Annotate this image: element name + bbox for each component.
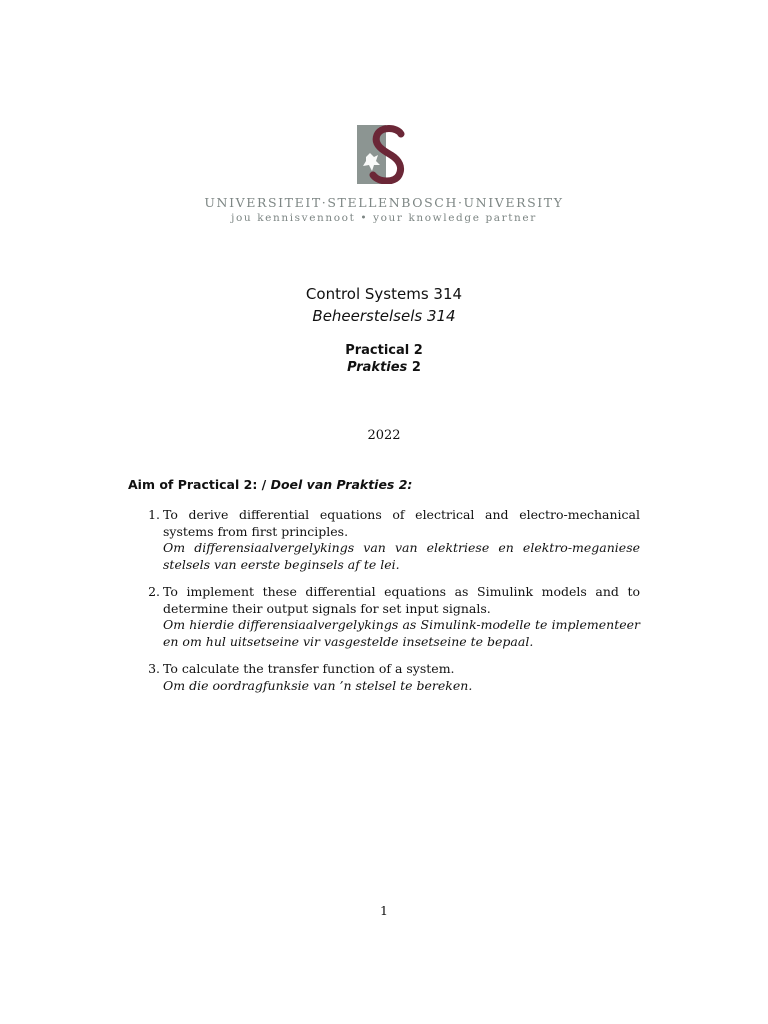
- practical-af-word: Prakties: [347, 360, 408, 375]
- course-title-af: Beheerstelsels 314: [312, 307, 456, 325]
- university-name: UNIVERSITEIT·STELLENBOSCH·UNIVERSITY: [204, 195, 564, 210]
- aim-item-number: 3.: [148, 661, 160, 676]
- aim-item: [140, 584, 640, 650]
- aim-item-text-en: To implement these differential equations as Simulink models and to determine their output signals for set input signals.: [163, 584, 640, 616]
- aim-item: [140, 507, 640, 573]
- aim-item-number: 1.: [148, 507, 160, 522]
- aims-heading-en: Aim of Practical 2: /: [128, 477, 271, 492]
- year: 2022: [367, 428, 401, 443]
- course-title-en: Control Systems 314: [305, 285, 463, 303]
- aim-item-text-af: Om hierdie differensiaalvergelykings as Simulink-modelle te implementeer en om hul uitsetseine vir vasgestelde insetseine te bepaal.: [163, 617, 640, 649]
- aim-item: [140, 661, 640, 694]
- aim-item-text-en: To calculate the transfer function of a system.: [163, 661, 455, 676]
- aims-heading-af: Doel van Prakties 2:: [270, 477, 413, 492]
- practical-title-en: Practical 2: [345, 343, 423, 358]
- aim-item-text-en: To derive differential equations of electrical and electro-mechanical systems from first principles.: [163, 507, 640, 539]
- page-number: 1: [380, 903, 388, 918]
- aim-item-number: 2.: [148, 584, 160, 599]
- university-tagline: jou kennisvennoot • your knowledge partner: [231, 212, 537, 224]
- aims-heading: [128, 477, 412, 492]
- aim-item-text-af: Om die oordragfunksie van ’n stelsel te bereken.: [163, 677, 473, 693]
- university-logo: [357, 125, 409, 184]
- aim-item-text-af: Om differensiaalvergelykings van van elektriese en elektro-meganiese stelsels van eerste beginsels af te lei.: [163, 540, 640, 572]
- practical-title-af: [0, 360, 768, 375]
- practical-af-number: 2: [407, 360, 421, 375]
